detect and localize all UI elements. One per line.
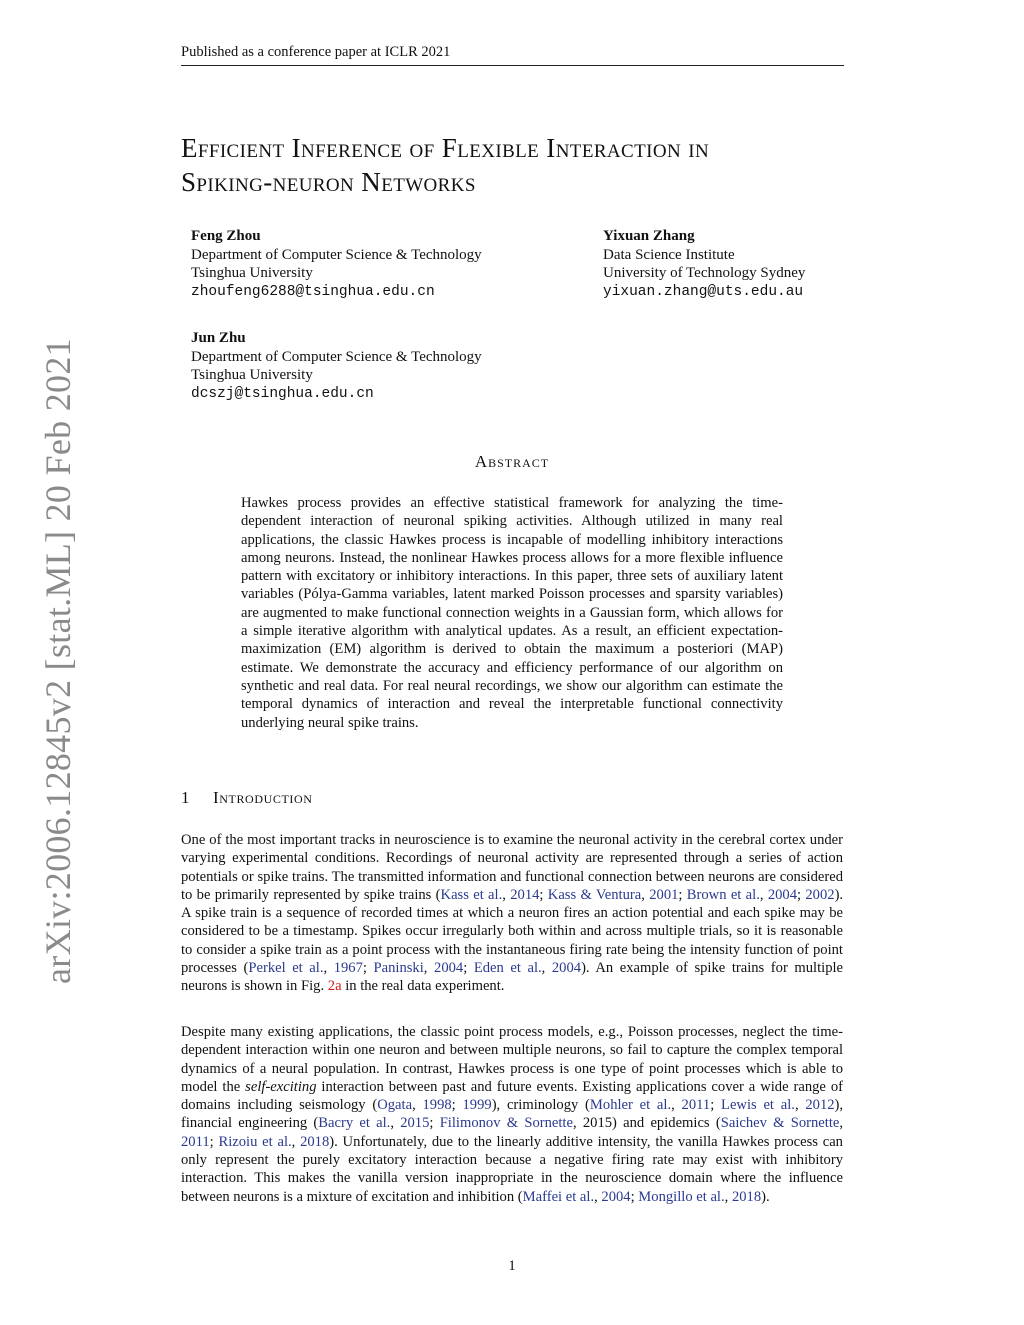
page-number: 1 <box>508 1258 516 1274</box>
citation-link[interactable]: 2002 <box>805 886 835 903</box>
paper-title <box>181 131 861 199</box>
author-block-yixuan-zhang <box>603 227 805 301</box>
text-run: ). A spike train is a sequence of recorded times at which a neuron fires an action potential and each spike may be considered to be a timestamp. Spikes occur irregularly both within and across multiple trials, so it is reasonable to consider a spike train as a point process with the instantaneous firing rate being the intensity function of point processes ( <box>181 886 844 977</box>
citation-link[interactable]: Bacry et al. <box>318 1115 391 1132</box>
text-run: ; <box>451 1097 463 1114</box>
citation-link[interactable]: Brown et al. <box>686 886 760 903</box>
author-block-jun-zhu <box>191 329 482 403</box>
author-email[interactable]: yixuan.zhang@uts.edu.au <box>603 283 804 300</box>
paper-title-line-1: Efficient Inference of Flexible Interaction in <box>181 133 710 163</box>
citation-link[interactable]: 2018 <box>731 1188 762 1205</box>
paper-title-line-2: Spiking-neuron Networks <box>181 167 476 197</box>
emphasis-text: self-exciting <box>245 1078 317 1095</box>
citation-link[interactable]: Saichev & Sornette <box>720 1115 840 1132</box>
text-run: ; <box>539 886 548 903</box>
text-run: , <box>794 1097 806 1114</box>
citation-link[interactable]: 2014 <box>510 886 540 903</box>
citation-link[interactable]: Mongillo et al. <box>638 1188 725 1205</box>
text-run: ; <box>463 960 474 977</box>
introduction-paragraph-2 <box>181 1023 843 1206</box>
text-run: , <box>839 1115 844 1132</box>
text-run: , <box>641 886 650 903</box>
citation-link[interactable]: Lewis et al. <box>721 1097 795 1114</box>
arxiv-identifier-stamp: arXiv:2006.12845v2 [stat.ML] 20 Feb 2021 <box>38 338 78 984</box>
abstract-body: Hawkes process provides an effective statistical framework for analyzing the time-dependent interaction of neuronal spiking activities. Although utilized in many real applications, the classic Hawkes process is incapable of modelling inhibitory interactions among neurons. Instead, the nonlinear Hawkes process allows for a more flexible influence pattern with excitatory or inhibitory interactions. In this paper, three sets of auxiliary latent variables (Pólya-Gamma variables, latent marked Poisson processes and sparsity variables) are augmented to make functional connection weights in a Gaussian form, which allows for a simple iterative algorithm with analytical updates. As a result, an efficient expectation-maximization (EM) algorithm is derived to obtain the maximum a posteriori (MAP) estimate. We demonstrate the accuracy and efficiency performance of our algorithm on synthetic and real data. For real neural recordings, we show our algorithm can estimate the temporal dynamics of interaction and reveal the interpretable functional connectivity underlying neural spike trains. <box>241 495 783 731</box>
text-run: , <box>541 960 552 977</box>
author-block-feng-zhou <box>191 227 482 301</box>
author-name: Yixuan Zhang <box>603 228 695 244</box>
text-run: , <box>502 886 511 903</box>
text-run: ; <box>429 1115 440 1132</box>
text-run: ; <box>797 886 806 903</box>
citation-link[interactable]: 2018 <box>300 1133 330 1150</box>
text-run: ; <box>678 886 687 903</box>
citation-link[interactable]: 2004 <box>551 960 582 977</box>
section-heading-introduction <box>181 788 313 808</box>
author-email[interactable]: zhoufeng6288@tsinghua.edu.cn <box>191 283 435 300</box>
author-institution: Tsinghua University <box>191 367 313 383</box>
text-run: ; <box>710 1097 722 1114</box>
author-institution: Tsinghua University <box>191 265 313 281</box>
running-header: Published as a conference paper at ICLR 2021 <box>181 44 844 66</box>
section-title: Introduction <box>213 788 313 807</box>
citation-link[interactable]: Ogata <box>377 1097 413 1114</box>
author-affiliation: Department of Computer Science & Technology <box>191 246 482 263</box>
citation-link[interactable]: Perkel et al. <box>248 960 324 977</box>
text-run: , <box>390 1115 401 1132</box>
author-name: Jun Zhu <box>191 330 246 346</box>
text-run: ; <box>209 1133 219 1150</box>
citation-link[interactable]: 2011 <box>181 1133 210 1150</box>
citation-link[interactable]: 1999 <box>462 1097 492 1114</box>
text-run: in the real data experiment. <box>341 978 505 995</box>
abstract-heading: Abstract <box>474 452 550 471</box>
citation-link[interactable]: 2004 <box>434 960 464 977</box>
citation-link[interactable]: Kass & Ventura <box>547 886 642 903</box>
citation-link[interactable]: 2004 <box>601 1188 631 1205</box>
author-affiliation: Data Science Institute <box>603 246 735 263</box>
text-run: , <box>291 1133 301 1150</box>
text-run: , 2015 <box>572 1115 613 1132</box>
text-run: ) and epidemics ( <box>612 1115 721 1132</box>
text-run: interaction between past and future events. Existing applications cover a wide range of domains including seismology ( <box>181 1078 843 1114</box>
introduction-paragraph-1 <box>181 831 843 996</box>
text-run: , <box>412 1097 423 1114</box>
text-run: ). <box>761 1188 770 1205</box>
text-run: ). Unfortunately, due to the linearly additive intensity, the vanilla Hawkes process can only represent the purely excitatory interaction because a negative firing rate may exist with inhibitory interaction. This makes the vanilla version inappropriate in the neuroscience domain where the influence between neurons is a mixture of excitation and inhibition ( <box>181 1133 843 1205</box>
text-run: One of the most important tracks in neuroscience is to examine the neuronal activity in the cerebral cortex under varying experimental conditions. Recordings of neuronal activity are represented through a series of action potentials or spike trains. The transmitted information and functional connection between neurons are considered to be primarily represented by spike trains ( <box>181 832 843 903</box>
citation-link[interactable]: 2001 <box>649 886 679 903</box>
citation-link[interactable]: 2004 <box>767 886 797 903</box>
text-run: , <box>594 1188 602 1205</box>
citation-link[interactable]: Mohler et al. <box>589 1097 672 1114</box>
citation-link[interactable]: 1967 <box>333 960 363 977</box>
text-run: ). An example of spike trains for multiple neurons is shown in Fig. <box>181 960 844 995</box>
citation-link[interactable]: Filimonov & Sornette <box>439 1115 573 1132</box>
citation-link[interactable]: 1998 <box>422 1097 452 1114</box>
section-number: 1 <box>181 788 191 807</box>
citation-link[interactable]: Kass et al. <box>440 886 503 903</box>
text-run: ; <box>630 1188 639 1205</box>
text-run: ; <box>362 960 374 977</box>
text-run: ), financial engineering ( <box>181 1097 844 1132</box>
citation-link[interactable]: Eden et al. <box>473 960 542 977</box>
citation-link[interactable]: 2011 <box>681 1097 711 1114</box>
citation-link[interactable]: 2012 <box>805 1097 835 1114</box>
citation-link[interactable]: Maffei et al. <box>522 1188 595 1205</box>
figure-reference-link[interactable]: 2a <box>327 978 342 995</box>
citation-link[interactable]: Rizoiu et al. <box>218 1133 292 1150</box>
text-run: Despite many existing applications, the classic point process models, e.g., Poisson processes, neglect the time-dependent interaction within one neuron and between multiple neurons, so fail to capture the complex temporal dynamics of a neural population. In contrast, Hawkes process is one type of point processes which is able to model the <box>181 1024 843 1095</box>
author-name: Feng Zhou <box>191 228 261 244</box>
citation-link[interactable]: 2015 <box>400 1115 430 1132</box>
author-affiliation: Department of Computer Science & Technology <box>191 348 482 365</box>
text-run: , <box>323 960 334 977</box>
text-run: ), criminology ( <box>491 1097 590 1114</box>
author-institution: University of Technology Sydney <box>603 265 806 281</box>
text-run: , <box>671 1097 682 1114</box>
author-email[interactable]: dcszj@tsinghua.edu.cn <box>191 385 374 402</box>
citation-link[interactable]: Paninski <box>373 960 424 977</box>
text-run: , <box>724 1188 732 1205</box>
text-run: , <box>423 960 435 977</box>
text-run: , <box>759 886 768 903</box>
